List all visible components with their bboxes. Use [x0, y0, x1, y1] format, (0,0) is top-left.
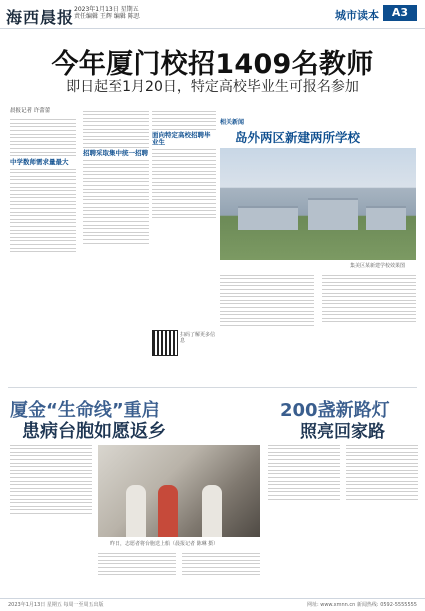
lead-column-3 — [152, 108, 216, 221]
page-footer — [0, 598, 425, 611]
story2-column-3 — [182, 550, 260, 578]
story2-kicker: 厦金“生命线”重启 — [10, 400, 160, 421]
related-news-label: 相关新闻 — [220, 119, 245, 126]
issue-meta — [74, 6, 140, 20]
story2-title: 患病台胞如愿返乡 — [22, 421, 166, 442]
volunteer-photo-caption: 昨日，志愿者将台胞送上船（晨报记者 陈琳 摄） — [110, 541, 219, 547]
newspaper-logo: 海西晨报 — [6, 8, 75, 27]
story2-column-1 — [10, 442, 92, 516]
issue-date: 2023年1月13日 星期五 — [74, 6, 139, 13]
story3-kicker: 200盏新路灯 — [280, 400, 390, 421]
lead-subhead: 即日起至1月20日，特定高校毕业生可报名参加 — [66, 79, 359, 95]
qr-caption: 扫码了解更多信息 — [180, 332, 216, 344]
story3-title: 照亮回家路 — [300, 422, 385, 442]
story3-column-1 — [268, 442, 340, 502]
lead-headline: 今年厦门校招1409名教师 — [51, 49, 374, 80]
related-news-title: 岛外两区新建两所学校 — [235, 130, 361, 145]
school-photo-caption: 集美区某新建学校效果图 — [350, 263, 406, 269]
lead-subhead-1: 中学数师需求量最大 — [10, 157, 69, 166]
volunteer-photo — [98, 445, 260, 537]
footer-right: 网址: www.xmnn.cn 新闻热线: 0592-5555555 — [306, 602, 417, 608]
section-name: 城市读本 — [335, 9, 379, 22]
editor-credits: 责任编辑 王辉 编辑 陈思 — [74, 13, 140, 20]
masthead — [0, 0, 425, 29]
lead-column-2 — [83, 108, 149, 246]
school-rendering-photo — [220, 148, 416, 260]
lead-subhead-3: 面向特定高校招聘毕业生 — [152, 131, 211, 147]
lead-subhead-2: 招聘采取集中统一招聘 — [83, 149, 148, 158]
lead-byline: 晨报记者 许蕾蕾 — [10, 108, 51, 114]
story3-column-2 — [346, 442, 418, 502]
story2-column-2 — [98, 550, 176, 578]
footer-left: 2023年1月13日 星期五 每周一至周五出版 — [8, 602, 104, 608]
qr-code-icon[interactable] — [152, 330, 178, 356]
related-column-1 — [220, 272, 314, 329]
section-divider — [8, 387, 417, 388]
related-column-2 — [322, 272, 416, 325]
page-number-badge: A3 — [383, 5, 417, 21]
lead-column-1 — [10, 108, 76, 255]
